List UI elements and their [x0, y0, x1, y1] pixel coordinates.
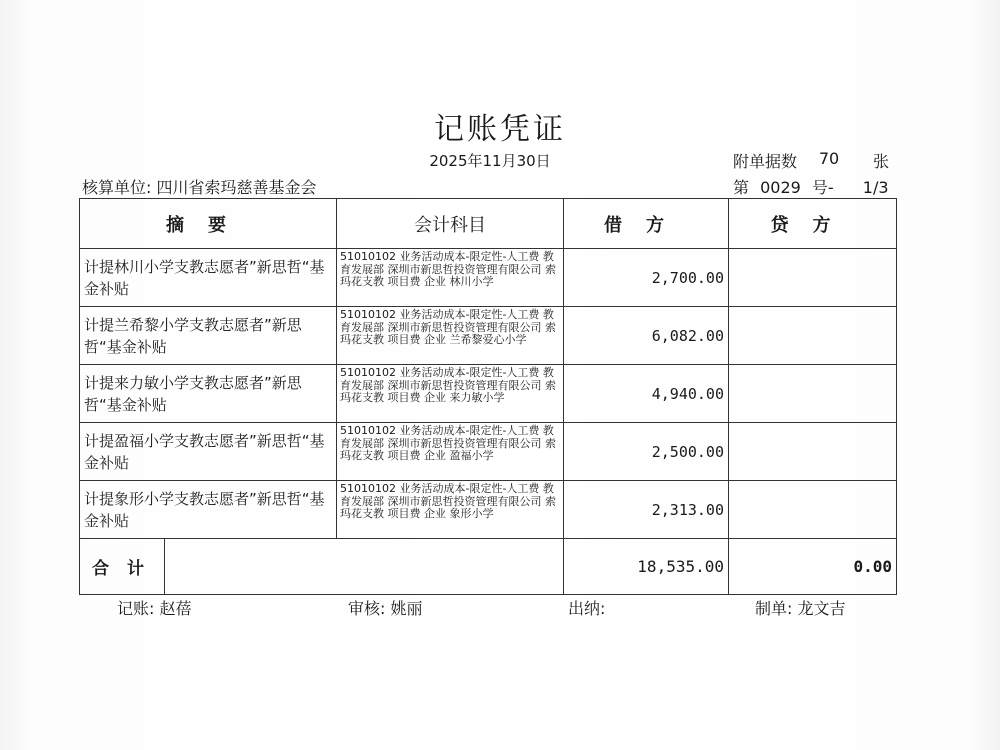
voucher-number [733, 175, 895, 198]
row-summary: 计提兰希黎小学支教志愿者”新思哲“基金补贴 [80, 307, 337, 365]
voucher-no: 0029 [760, 178, 801, 197]
footer-preparer: 制单: 龙文吉 [755, 599, 846, 618]
accounting-unit-label: 核算单位: [82, 178, 152, 197]
row-account: 51010102 业务活动成本-限定性-人工费 教育发展部 深圳市新思哲投资管理有限公司 索玛花支教 项目费 企业 兰希黎爱心小学 [337, 307, 564, 365]
table-row [80, 365, 897, 423]
row-credit [729, 249, 897, 307]
accounting-unit-name: 四川省索玛慈善基金会 [156, 178, 317, 197]
footer-bookkeeper: 记账: 赵蓓 [117, 599, 192, 618]
row-summary: 计提象形小学支教志愿者”新思哲“基金补贴 [80, 481, 337, 539]
voucher-page: 1/3 [862, 178, 889, 197]
row-account: 51010102 业务活动成本-限定性-人工费 教育发展部 深圳市新思哲投资管理有限公司 索玛花支教 项目费 企业 盈福小学 [337, 423, 564, 481]
attachment-number: 70 [818, 149, 840, 168]
table-row [80, 481, 897, 539]
voucher-suffix: 号- [811, 178, 834, 197]
row-debit: 4,940.00 [564, 365, 729, 423]
header-credit: 贷方 [729, 199, 897, 249]
table-row [80, 249, 897, 307]
row-credit [729, 423, 897, 481]
row-credit [729, 307, 897, 365]
voucher-title: 记账凭证 [434, 112, 566, 147]
row-summary: 计提林川小学支教志愿者”新思哲“基金补贴 [80, 249, 337, 307]
total-debit: 18,535.00 [564, 539, 729, 595]
total-label: 合计 [80, 539, 165, 595]
header-debit: 借方 [564, 199, 729, 249]
total-row [80, 539, 897, 595]
voucher-table [79, 198, 897, 595]
row-debit: 2,500.00 [564, 423, 729, 481]
table-row [80, 423, 897, 481]
total-credit: 0.00 [729, 539, 897, 595]
row-credit [729, 481, 897, 539]
header-summary: 摘要 [80, 199, 337, 249]
row-debit: 2,700.00 [564, 249, 729, 307]
footer-cashier: 出纳: [568, 599, 606, 618]
total-blank [165, 539, 564, 595]
row-debit: 6,082.00 [564, 307, 729, 365]
row-account: 51010102 业务活动成本-限定性-人工费 教育发展部 深圳市新思哲投资管理有限公司 索玛花支教 项目费 企业 来力敏小学 [337, 365, 564, 423]
row-debit: 2,313.00 [564, 481, 729, 539]
row-account: 51010102 业务活动成本-限定性-人工费 教育发展部 深圳市新思哲投资管理有限公司 索玛花支教 项目费 企业 象形小学 [337, 481, 564, 539]
voucher-date: 2025年11月30日 [429, 152, 551, 170]
row-summary: 计提盈福小学支教志愿者”新思哲“基金补贴 [80, 423, 337, 481]
table-row [80, 307, 897, 365]
row-account: 51010102 业务活动成本-限定性-人工费 教育发展部 深圳市新思哲投资管理有限公司 索玛花支教 项目费 企业 林川小学 [337, 249, 564, 307]
voucher-prefix: 第 [733, 178, 750, 197]
accounting-unit [82, 175, 317, 198]
row-credit [729, 365, 897, 423]
table-header-row [80, 199, 897, 249]
row-summary: 计提来力敏小学支教志愿者”新思哲“基金补贴 [80, 365, 337, 423]
footer-auditor: 审核: 姚丽 [348, 599, 423, 618]
attachment-count [733, 149, 889, 172]
attachment-unit: 张 [873, 152, 890, 171]
header-account: 会计科目 [337, 199, 564, 249]
attachment-label: 附单据数 [733, 152, 798, 171]
